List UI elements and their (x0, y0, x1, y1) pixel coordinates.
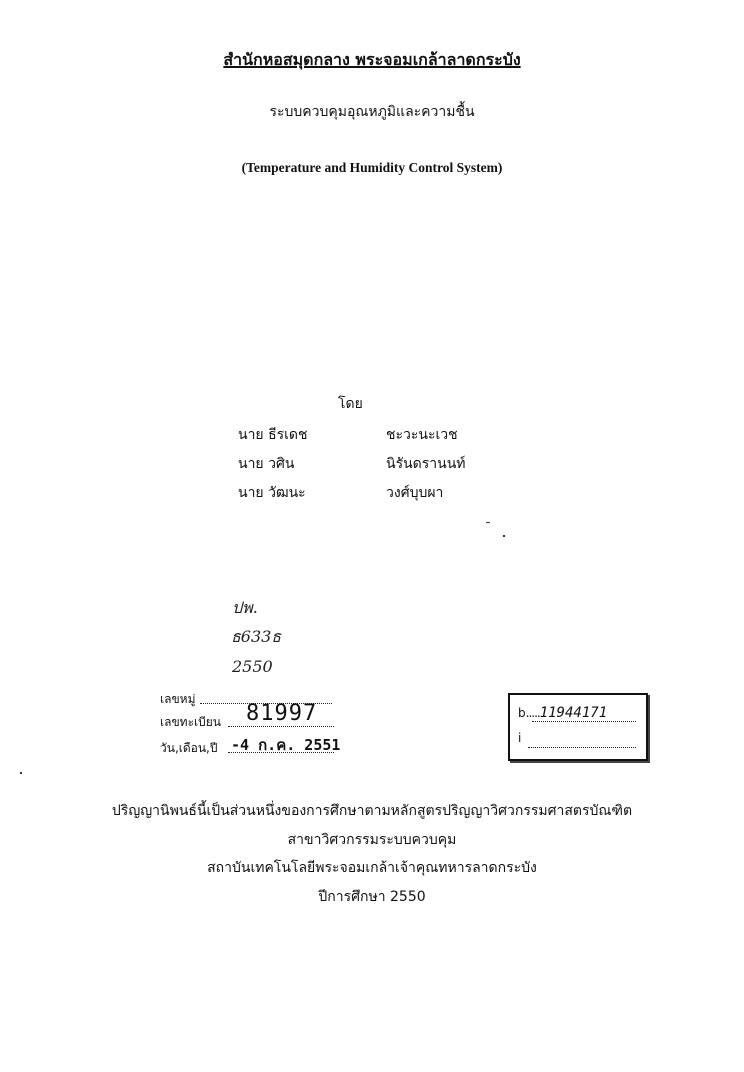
by-label: โดย (338, 396, 363, 412)
barcode-i-row (518, 731, 521, 745)
barcode-b-row: b.....11944171 (518, 705, 608, 721)
call-number-label: เลขหมู่ (160, 692, 196, 706)
date-label: วัน,เดือน,ปี (160, 741, 218, 755)
registration-number: 81997 (246, 701, 318, 726)
author-last-name: นิรันดรานนท์ (386, 456, 466, 472)
registration-dotline (228, 726, 334, 727)
barcode-i-dotline (528, 747, 636, 748)
english-title: (Temperature and Humidity Control System) (241, 160, 503, 175)
barcode-b-label: b (518, 706, 526, 720)
author-row (238, 453, 518, 477)
barcode-i-label: i (518, 731, 522, 745)
barcode-box (508, 693, 648, 761)
author-row (238, 424, 518, 448)
scan-speck (503, 535, 505, 537)
author-last-name: วงศ์บุบผา (386, 485, 444, 501)
scan-speck (20, 772, 22, 774)
scan-speck (486, 522, 490, 523)
barcode-b-dotline (532, 721, 636, 722)
barcode-b-value: 11944171 (539, 705, 608, 721)
author-first-name: นาย วัฒนะ (238, 485, 306, 501)
thai-title: ระบบควบคุมอุณหภูมิและความชื้น (269, 104, 475, 120)
institute-name: สถาบันเทคโนโลยีพระจอมเกล้าเจ้าคุณทหารลาดกระบัง (207, 860, 537, 876)
academic-year: ปีการศึกษา 2550 (318, 889, 426, 905)
author-last-name: ชะวะนะเวช (386, 427, 458, 443)
handwritten-note: 2550 (232, 657, 273, 676)
author-first-name: นาย ธีรเดช (238, 427, 308, 443)
author-row (238, 482, 518, 506)
registration-label: เลขทะเบียน (160, 715, 221, 729)
date-value: -4 ก.ค. 2551 (231, 736, 341, 754)
department-name: สาขาวิศวกรรมระบบควบคุม (287, 832, 457, 848)
degree-statement: ปริญญานิพนธ์นี้เป็นส่วนหนึ่งของการศึกษาตามหลักสูตรปริญญาวิศวกรรมศาสตรบัณฑิต (111, 803, 633, 819)
author-first-name: นาย วศิน (238, 456, 295, 472)
handwritten-note: ธ633ธ (231, 627, 282, 646)
library-stamp: สำนักหอสมุดกลาง พระจอมเกล้าลาดกระบัง (223, 50, 521, 69)
handwritten-note: ปพ. (232, 598, 258, 617)
